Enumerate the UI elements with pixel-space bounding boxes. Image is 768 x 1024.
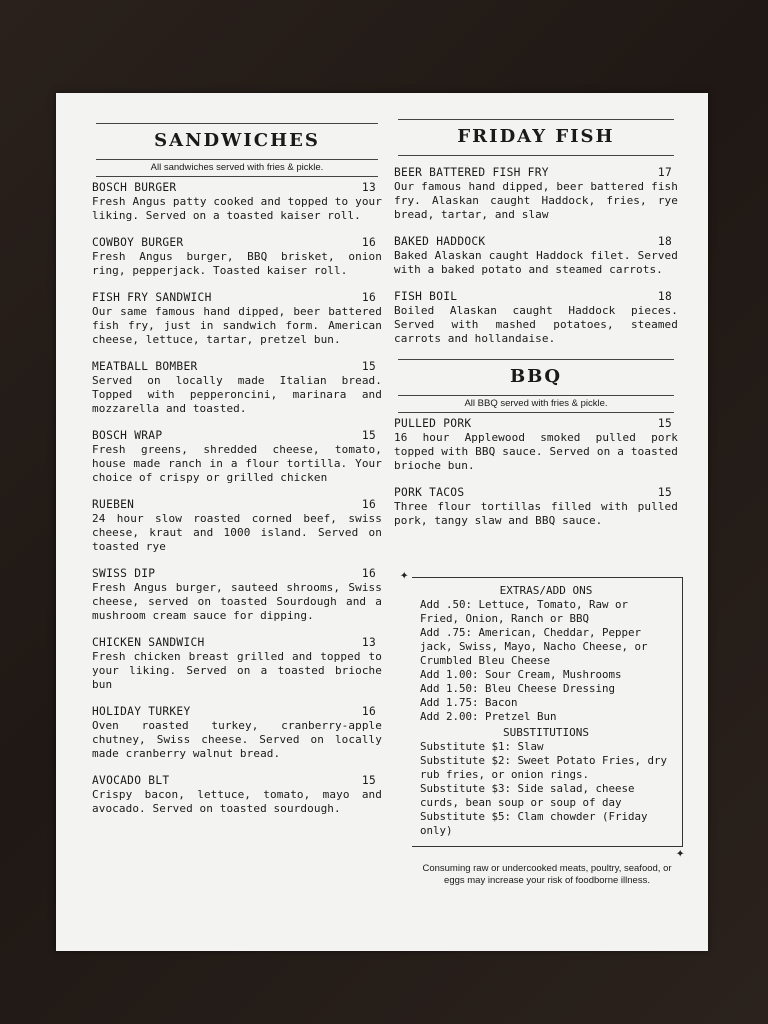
menu-item-price: 17 (657, 166, 672, 179)
menu-item-name: FISH FRY SANDWICH (92, 291, 212, 304)
bbq-title: BBQ (509, 366, 563, 387)
substitution-line: Substitute $3: Side salad, cheese curds, bean soup or soup of day (420, 782, 635, 809)
menu-item-header (92, 181, 382, 195)
menu-item-description: Fresh greens, shredded cheese, tomato, house made ranch in a flour tortilla. Your choice of crispy or grilled chicken (92, 443, 382, 484)
menu-item-price: 16 (361, 705, 376, 718)
divider (398, 412, 674, 413)
menu-item-name: HOLIDAY TURKEY (92, 705, 191, 718)
menu-item-price: 15 (361, 429, 376, 442)
divider (398, 395, 674, 396)
menu-item (394, 235, 678, 277)
menu-item-name: RUEBEN (92, 498, 135, 511)
menu-item-price: 16 (361, 567, 376, 580)
substitutions-list (420, 740, 672, 838)
sparkle-icon: ✦ (400, 567, 409, 583)
menu-item-price: 15 (657, 417, 672, 430)
menu-item-header (92, 291, 382, 305)
menu-item-name: CHICKEN SANDWICH (92, 636, 205, 649)
menu-item-description: Fresh Angus patty cooked and topped to your liking. Served on a toasted kaiser roll. (92, 195, 382, 222)
menu-page (56, 93, 708, 951)
menu-item-header (92, 236, 382, 250)
sandwiches-section (92, 123, 382, 829)
menu-item-name: PORK TACOS (394, 486, 465, 499)
menu-item-header (92, 774, 382, 788)
top-rule (96, 123, 378, 124)
menu-item-header (394, 417, 678, 431)
menu-item-name: BEER BATTERED FISH FRY (394, 166, 549, 179)
divider (398, 155, 674, 156)
menu-item-name: FISH BOIL (394, 290, 458, 303)
menu-item-header (394, 166, 678, 180)
menu-item-price: 18 (657, 235, 672, 248)
menu-item-description: Fresh Angus burger, sauteed shrooms, Swiss cheese, served on toasted Sourdough and a mushroom cream sauce for dipping. (92, 581, 382, 622)
extras-title: EXTRAS/ADD ONS (499, 584, 593, 597)
menu-item-name: COWBOY BURGER (92, 236, 184, 249)
fish-list (394, 166, 678, 346)
menu-item-name: BAKED HADDOCK (394, 235, 486, 248)
extras-line: Add 2.00: Pretzel Bun (420, 710, 557, 723)
menu-item (92, 429, 382, 485)
menu-item (92, 567, 382, 623)
menu-item (394, 486, 678, 528)
extras-list (420, 598, 672, 724)
sandwiches-note: All sandwiches served with fries & pickle. (150, 162, 324, 173)
menu-item (394, 417, 678, 473)
menu-item-price: 16 (361, 236, 376, 249)
sandwich-list (92, 181, 382, 816)
menu-item-header (394, 235, 678, 249)
friday-fish-title: FRIDAY FISH (457, 126, 615, 147)
menu-item-description: Three flour tortillas filled with pulled pork, tangy slaw and BBQ sauce. (394, 500, 678, 527)
menu-item-price: 15 (361, 360, 376, 373)
menu-item (92, 181, 382, 223)
sparkle-icon: ✦ (676, 845, 685, 861)
menu-item-header (92, 360, 382, 374)
extras-line: Add .50: Lettuce, Tomato, Raw or Fried, Onion, Ranch or BBQ (420, 598, 629, 625)
bbq-list (394, 417, 678, 528)
menu-item-description: Served on locally made Italian bread. Topped with pepperoncini, marinara and mozzarella and toasted. (92, 374, 382, 415)
menu-item-price: 16 (361, 498, 376, 511)
menu-item-header (394, 290, 678, 304)
menu-item (92, 498, 382, 554)
menu-item (92, 291, 382, 347)
menu-item-header (92, 705, 382, 719)
substitution-line: Substitute $1: Slaw (420, 740, 544, 753)
menu-item-description: 16 hour Applewood smoked pulled pork topped with BBQ sauce. Served on a toasted brioche bun. (394, 431, 678, 472)
menu-item-header (92, 498, 382, 512)
menu-item-description: Fresh Angus burger, BBQ brisket, onion ring, pepperjack. Toasted kaiser roll. (92, 250, 382, 277)
menu-item (92, 360, 382, 416)
menu-item-name: PULLED PORK (394, 417, 472, 430)
menu-item-header (92, 567, 382, 581)
menu-item-description: Our same famous hand dipped, beer battered fish fry, just in sandwich form. American cheese, lettuce, tartar, pretzel bun. (92, 305, 382, 346)
divider (398, 359, 674, 360)
extras-line: Add 1.00: Sour Cream, Mushrooms (420, 668, 622, 681)
menu-item-description: Fresh chicken breast grilled and topped to your liking. Served on a toasted brioche bun (92, 650, 382, 691)
menu-item-name: BOSCH WRAP (92, 429, 163, 442)
menu-item-price: 13 (361, 636, 376, 649)
top-rule (398, 119, 674, 120)
menu-item-description: Our famous hand dipped, beer battered fish fry. Alaskan caught Haddock, fries, rye bread, tartar, and slaw (394, 180, 678, 221)
friday-fish-section (394, 119, 678, 541)
substitution-line: Substitute $2: Sweet Potato Fries, dry rub fries, or onion rings. (420, 754, 668, 781)
menu-item-description: Crispy bacon, lettuce, tomato, mayo and avocado. Served on toasted sourdough. (92, 788, 382, 815)
extras-box (412, 577, 683, 847)
menu-item (394, 290, 678, 346)
menu-item-price: 16 (361, 291, 376, 304)
menu-item-name: AVOCADO BLT (92, 774, 170, 787)
menu-item (92, 705, 382, 761)
menu-item (92, 236, 382, 278)
sandwiches-title: SANDWICHES (154, 130, 320, 151)
menu-item-header (92, 429, 382, 443)
menu-item-description: Baked Alaskan caught Haddock filet. Served with a baked potato and steamed carrots. (394, 249, 678, 276)
menu-item-price: 15 (361, 774, 376, 787)
divider (96, 159, 378, 160)
menu-item-name: BOSCH BURGER (92, 181, 177, 194)
menu-item-price: 13 (361, 181, 376, 194)
substitutions-title: SUBSTITUTIONS (502, 726, 590, 739)
menu-item (394, 166, 678, 222)
menu-item (92, 774, 382, 816)
bbq-note: All BBQ served with fries & pickle. (464, 398, 608, 409)
extras-line: Add 1.50: Bleu Cheese Dressing (420, 682, 616, 695)
menu-item (92, 636, 382, 692)
menu-item-price: 15 (657, 486, 672, 499)
menu-item-header (394, 486, 678, 500)
extras-line: Add .75: American, Cheddar, Pepper jack, Swiss, Mayo, Nacho Cheese, or Crumbled Bleu Cheese (420, 626, 648, 667)
menu-item-description: Boiled Alaskan caught Haddock pieces. Served with mashed potatoes, steamed carrots and hollandaise. (394, 304, 678, 345)
menu-item-price: 18 (657, 290, 672, 303)
menu-item-name: MEATBALL BOMBER (92, 360, 198, 373)
foodborne-disclaimer: Consuming raw or undercooked meats, poultry, seafood, or eggs may increase your risk of foodborne illness. (422, 863, 672, 886)
divider (96, 176, 378, 177)
substitution-line: Substitute $5: Clam chowder (Friday only) (420, 810, 648, 837)
menu-item-description: Oven roasted turkey, cranberry-apple chutney, Swiss cheese. Served on locally made cranberry walnut bread. (92, 719, 382, 760)
extras-line: Add 1.75: Bacon (420, 696, 518, 709)
menu-item-header (92, 636, 382, 650)
menu-item-name: SWISS DIP (92, 567, 156, 580)
menu-item-description: 24 hour slow roasted corned beef, swiss cheese, kraut and 1000 island. Served on toasted rye (92, 512, 382, 553)
